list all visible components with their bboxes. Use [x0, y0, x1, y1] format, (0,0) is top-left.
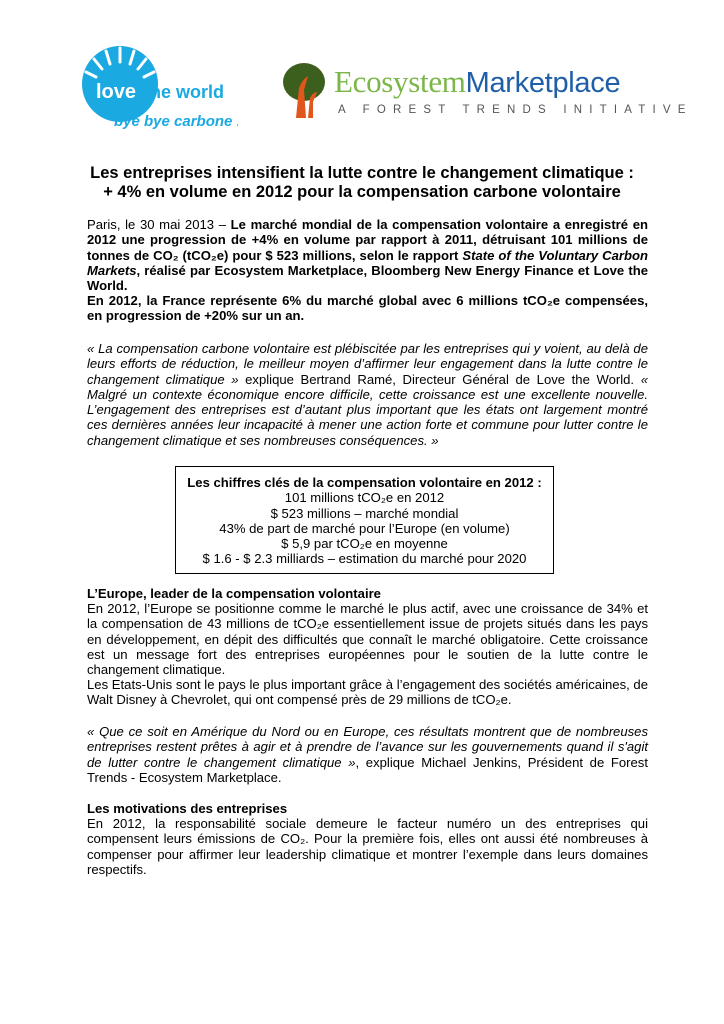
love-the-world-logo	[78, 42, 238, 134]
key-figure-line: $ 523 millions – marché mondial	[270, 505, 459, 521]
motivations-paragraph	[87, 816, 648, 877]
key-figure-line: $ 5,9 par tCO₂e en moyenne	[281, 536, 448, 552]
text-run: Les motivations des entreprises	[87, 801, 288, 816]
motivations-heading	[87, 801, 648, 816]
ecosystem-marketplace-logo	[282, 60, 693, 120]
quote-jenkins-paragraph	[87, 724, 648, 785]
text-run: L’Europe, leader de la compensation volontaire	[87, 586, 381, 601]
text-run: En 2012, la responsabilité sociale demeure le facteur numéro un des entreprises qui compensent leurs émissions de CO₂. Pour la première fois, elles ont aussi été nombreuses à compenser pour affirmer leur leadership climatique et montrer l’exemple dans leurs domaines respectifs.	[87, 816, 648, 877]
key-figures-heading: Les chiffres clés de la compensation volontaire en 2012 :	[187, 475, 542, 490]
usa-paragraph	[87, 677, 648, 708]
text-run: , réalisé par Ecosystem Marketplace, Bloomberg New Energy Finance et Love the World.	[87, 262, 648, 294]
tree-icon	[282, 62, 326, 118]
key-figure-line: 43% de part de marché pour l’Europe (en volume)	[219, 520, 510, 536]
title-line-2: + 4% en volume en 2012 pour la compensation carbone volontaire	[103, 183, 621, 201]
svg-text:bye bye carbone !: bye bye carbone !	[114, 113, 238, 130]
text-run: Paris, le 30 mai 2013 –	[87, 217, 231, 232]
text-run: « Malgré un contexte économique encore difficile, cette croissance est une excellente nouvelle. L’engagement des entreprises est d’autant plus important que les états ont largement montré ces dernières années leur incapacité à mener une action forte et commune pour lutter contre le changement climatique et ses nombreuses conséquences. »	[87, 371, 648, 448]
france-paragraph	[87, 293, 648, 324]
love-the-world-logo-mark	[78, 42, 238, 134]
key-figure-line: $ 1.6 - $ 2.3 milliards – estimation du marché pour 2020	[202, 551, 527, 567]
key-figure-line: 101 millions tCO₂e en 2012	[284, 490, 445, 506]
text-run: explique Bertrand Ramé, Directeur Général de Love the World.	[238, 371, 641, 387]
text-run: « La compensation carbone volontaire est plébiscitée par les entreprises qui y voient, au delà de leurs efforts de réduction, le meilleur moyen d’affirmer leur engagement dans la lutte contre le changement climatique »	[87, 341, 648, 387]
europe-paragraph	[87, 601, 648, 677]
key-figures-box	[175, 466, 554, 574]
text-run: Le marché mondial de la compensation volontaire a enregistré en 2012 une progression de +4% en volume par rapport à 2011, détruisant 101 millions de tonnes de CO₂ (tCO₂e) pour $ 523 millions, selon le rapport	[87, 217, 648, 263]
quote-ramé-paragraph	[87, 341, 648, 448]
text-run: Les Etats-Unis sont le pays le plus important grâce à l’engagement des sociétés américaines, de Walt Disney à Chevrolet, qui ont compensé près de 29 millions de tCO₂e.	[87, 677, 648, 708]
text-run: State of the Voluntary Carbon Markets	[87, 247, 648, 278]
svg-text:the world: the world	[144, 82, 224, 102]
ecosystem-marketplace-name: EcosystemMarketplace	[334, 64, 621, 99]
page-title	[60, 164, 664, 202]
text-run: En 2012, l’Europe se positionne comme le marché le plus actif, avec une croissance de 34% et la compensation de 43 millions de tCO₂e essentiellement issue de projets situés dans les pays en développement, en dépit des difficultés que connaît le marché obligatoire. Cette croissance est un message fort des entreprises européennes pour le soutien de la lutte contre le changement climatique.	[87, 601, 648, 678]
text-run: En 2012, la France représente 6% du marché global avec 6 millions tCO₂e compensées, en progression de +20% sur un an.	[87, 293, 648, 324]
text-run: « Que ce soit en Amérique du Nord ou en Europe, ces résultats montrent que de nombreuses entreprises restent prêtes à agir et à prendre de l’avance sur les gouvernements quand il s'agit de lutter contre le changement climatique »	[87, 724, 648, 770]
svg-text:love: love	[96, 81, 137, 103]
text-run: , explique Michael Jenkins, Président de Forest Trends - Ecosystem Marketplace.	[87, 754, 648, 785]
title-line-1: Les entreprises intensifient la lutte contre le changement climatique :	[90, 164, 634, 182]
europe-heading	[87, 586, 648, 601]
intro-paragraph	[87, 217, 648, 293]
ecosystem-marketplace-tagline: A FOREST TRENDS INITIATIVE	[338, 104, 693, 116]
